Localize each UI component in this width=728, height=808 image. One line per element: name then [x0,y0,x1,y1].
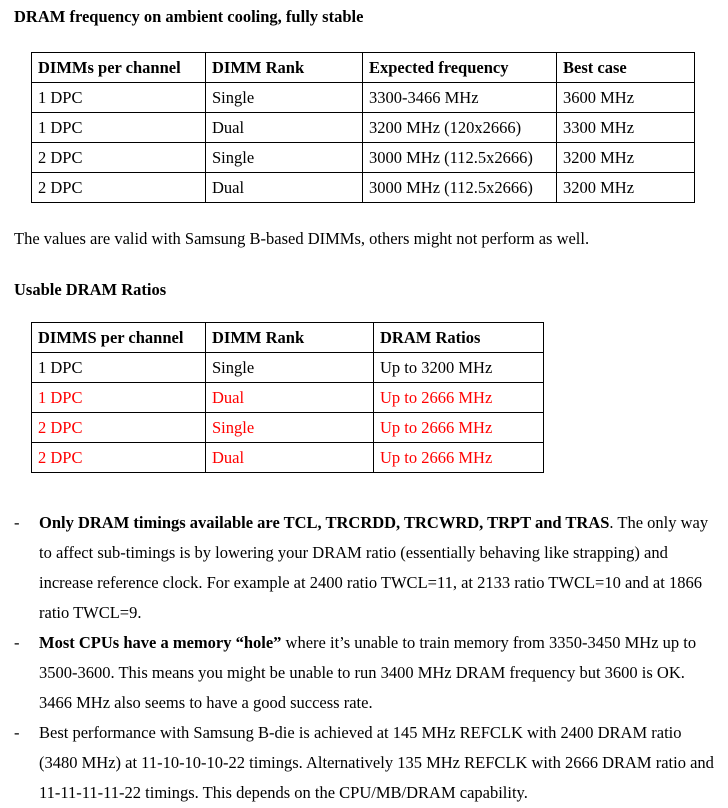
table-cell: 2 DPC [32,443,206,473]
section-title-dram-ratios: Usable DRAM Ratios [14,280,167,299]
table-cell: 2 DPC [32,173,206,203]
table-cell: Single [206,413,374,443]
header-cell: DIMMS per channel [32,323,206,353]
bullet-text: Best performance with Samsung B-die is achieved at 145 MHz REFCLK with 2400 DRAM ratio (3480 MHz) at 11-10-10-10-22 timings. Alternatively 135 MHz REFCLK with 2666 DRAM ratio and 11-11-11-11-22 timings. This depends on the CPU/MB/DRAM capability. [39,723,714,802]
table-row [32,173,695,203]
table-cell: Single [206,143,363,173]
table-cell: Dual [206,113,363,143]
bullet-bold-text: Only DRAM timings available are TCL, TRCRDD, TRCWRD, TRPT and TRAS [39,513,610,532]
table-cell: 1 DPC [32,353,206,383]
bullet-text: . The only way to affect sub-timings is by lowering your DRAM ratio (essentially behaving like strapping) and increase reference clock. For example at 2400 ratio TWCL=11, at 2133 ratio TWCL=10 and at 1866 ratio TWCL=9. [39,513,709,622]
section-title-dram-frequency: DRAM frequency on ambient cooling, fully stable [14,7,364,26]
ratios-table [31,322,544,473]
table-cell: Dual [206,443,374,473]
table-cell: 2 DPC [32,143,206,173]
table-cell: Up to 2666 MHz [374,383,544,413]
table-cell: Single [206,83,363,113]
table-cell: Up to 3200 MHz [374,353,544,383]
bullet-dash: - [14,723,20,742]
table-cell: Dual [206,173,363,203]
list-item [14,508,714,628]
list-item [14,718,714,808]
list-item [14,628,714,718]
header-cell: Expected frequency [363,53,557,83]
table-cell: 3000 MHz (112.5x2666) [363,143,557,173]
table-row [32,83,695,113]
bullet-dash: - [14,513,20,532]
header-cell: DRAM Ratios [374,323,544,353]
table-cell: 3000 MHz (112.5x2666) [363,173,557,203]
table-cell: Up to 2666 MHz [374,413,544,443]
table-cell: 3200 MHz [557,143,695,173]
table-cell: 3600 MHz [557,83,695,113]
table-row [32,113,695,143]
table-cell: 3200 MHz [557,173,695,203]
bullet-dash: - [14,633,20,652]
header-cell: DIMMs per channel [32,53,206,83]
table-row-highlighted [32,443,544,473]
bullet-text: where it’s unable to train memory from 3350-3450 MHz up to 3500-3600. This means you might be unable to run 3400 MHz DRAM frequency but 3600 is OK. 3466 MHz also seems to have a good success rate. [39,633,697,712]
table-header-row [32,323,544,353]
table-row-highlighted [32,383,544,413]
header-cell: DIMM Rank [206,323,374,353]
notes-bullet-list [14,508,714,808]
table-header-row [32,53,695,83]
table-cell: Dual [206,383,374,413]
table-cell: Up to 2666 MHz [374,443,544,473]
table-cell: 2 DPC [32,413,206,443]
bullet-bold-text: Most CPUs have a memory “hole” [39,633,282,652]
table-cell: 3200 MHz (120x2666) [363,113,557,143]
table-cell: 3300-3466 MHz [363,83,557,113]
table-cell: 1 DPC [32,383,206,413]
header-cell: Best case [557,53,695,83]
table-cell: 1 DPC [32,83,206,113]
frequency-table [31,52,695,203]
table-cell: 1 DPC [32,113,206,143]
table-cell: 3300 MHz [557,113,695,143]
validity-note: The values are valid with Samsung B-based DIMMs, others might not perform as well. [14,229,590,248]
table-cell: Single [206,353,374,383]
table-row [32,353,544,383]
table-row-highlighted [32,413,544,443]
table-row [32,143,695,173]
header-cell: DIMM Rank [206,53,363,83]
